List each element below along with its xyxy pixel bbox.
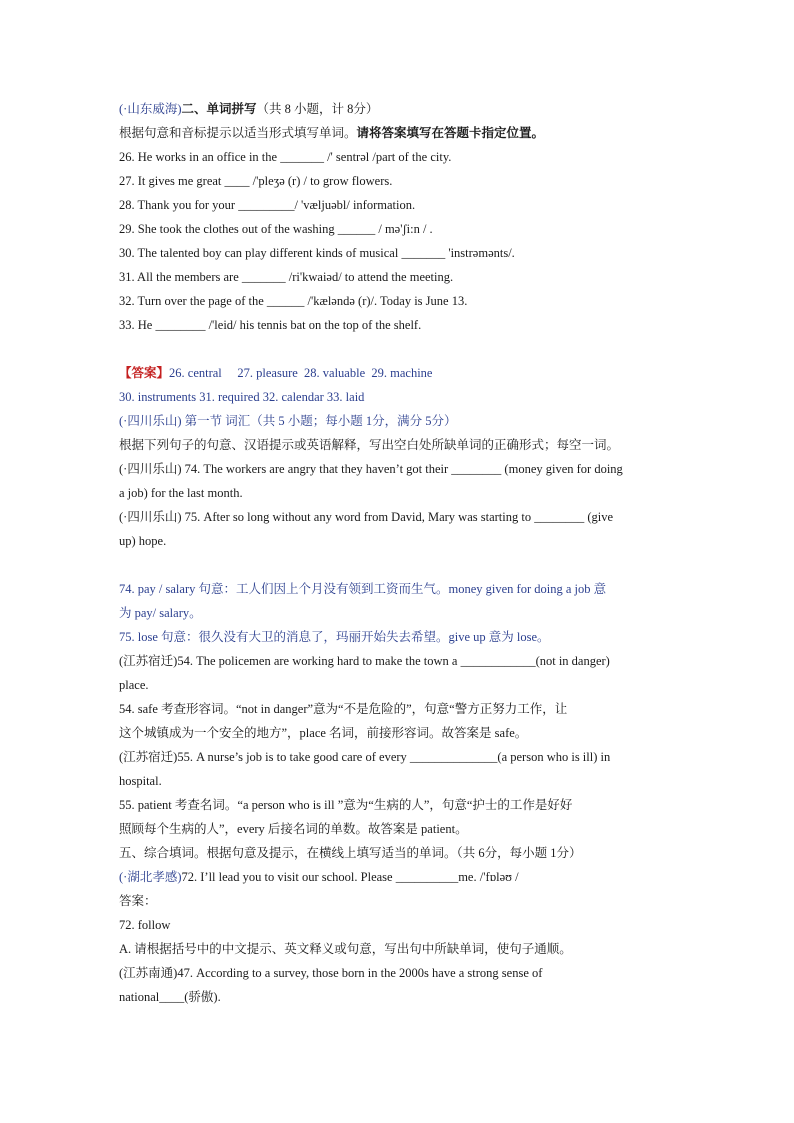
question-75-line-2: up) hope. (119, 534, 167, 548)
question-29: 29. She took the clothes out of the washing ______ / mə'ʃi:n / . (119, 222, 433, 236)
spacer (119, 337, 675, 361)
document-page (119, 97, 675, 1009)
header-note: （共 8 小题，计 8分） (256, 102, 379, 116)
answer-54-line-2: 这个城镇成为一个安全的地方”，place 名词，前接形容词。故答案是 safe。 (119, 726, 528, 740)
section2-header: (·四川乐山) 第一节 词汇（共 5 小题；每小题 1分，满分 5分） (119, 414, 457, 428)
section1-instruction (119, 121, 675, 145)
question-31: 31. All the members are _______ /ri'kwaiəd/ to attend the meeting. (119, 270, 454, 284)
answers-line-1 (119, 361, 675, 385)
instruction-bold: 请将答案填写在答题卡指定位置。 (356, 126, 545, 140)
answers-text-1: 26. central 27. pleasure 28. valuable 29. machine (169, 366, 433, 380)
question-47-line-1: (江苏南通)47. According to a survey, those born in the 2000s have a strong sense of (119, 966, 543, 980)
section5-instruction: A. 请根据括号中的中文提示、英文释义或句意，写出句中所缺单词，使句子通顺。 (119, 942, 572, 956)
question-75-line-1: (·四川乐山) 75. After so long without any word from David, Mary was starting to ________ (give (119, 510, 614, 524)
spacer (119, 553, 675, 577)
question-30: 30. The talented boy can play different kinds of musical _______ 'instrəmənts/. (119, 246, 515, 260)
answer-label: 答案： (119, 894, 157, 908)
question-72-source: (·湖北孝感) (119, 870, 182, 884)
answer-54-line-1: 54. safe 考查形容词。“not in danger”意为“不是危险的”，句意“警方正努力工作，让 (119, 702, 568, 716)
question-74-line-1: (·四川乐山) 74. The workers are angry that they haven’t got their ________ (money given for doing (119, 462, 623, 476)
question-55-line-1: (江苏宿迁)55. A nurse’s job is to take good care of every ______________(a person who is ill) in (119, 750, 611, 764)
header-source: (·山东威海) (119, 102, 182, 116)
answer-tag: 【答案】 (119, 366, 170, 380)
question-72-text: 72. I’ll lead you to visit our school. Please __________me. /'fɒləʊ / (181, 870, 519, 884)
question-54-line-1: (江苏宿迁)54. The policemen are working hard to make the town a ____________(not in danger) (119, 654, 610, 668)
section2-instruction: 根据下列句子的句意、汉语提示或英语解释，写出空白处所缺单词的正确形式；每空一词。 (119, 438, 620, 452)
question-72 (119, 865, 675, 889)
question-47-line-2: national____(骄傲). (119, 990, 221, 1004)
answer-74-line-1: 74. pay / salary 句意：工人们因上个月没有领到工资而生气。money given for doing a job 意 (119, 582, 607, 596)
answer-75: 75. lose 句意：很久没有大卫的消息了，玛丽开始失去希望。give up 意为 lose。 (119, 630, 550, 644)
question-33: 33. He ________ /'leid/ his tennis bat on the top of the shelf. (119, 318, 422, 332)
question-74-line-2: a job) for the last month. (119, 486, 243, 500)
answer-55-line-1: 55. patient 考查名词。“a person who is ill ”意为“生病的人”，句意“护士的工作是好好 (119, 798, 573, 812)
section4-header: 五、综合填词。根据句意及提示，在横线上填写适当的单词。（共 6分，每小题 1分） (119, 846, 582, 860)
answer-74-line-2: 为 pay/ salary。 (119, 606, 202, 620)
question-54-line-2: place. (119, 678, 149, 692)
answer-55-line-2: 照顾每个生病的人”，every 后接名词的单数。故答案是 patient。 (119, 822, 468, 836)
answer-72: 72. follow (119, 918, 171, 932)
question-28: 28. Thank you for your _________/ 'væljuəbl/ information. (119, 198, 416, 212)
header-title: 二、单词拼写 (181, 102, 257, 116)
section1-header (119, 97, 675, 121)
question-32: 32. Turn over the page of the ______ /'kæləndə (r)/. Today is June 13. (119, 294, 468, 308)
question-55-line-2: hospital. (119, 774, 162, 788)
instruction-text: 根据句意和音标提示以适当形式填写单词。 (119, 126, 357, 140)
question-27: 27. It gives me great ____ /'pleʒə (r) / to grow flowers. (119, 174, 393, 188)
question-26: 26. He works in an office in the _______ /' sentrəl /part of the city. (119, 150, 452, 164)
answers-line-2: 30. instruments 31. required 32. calendar 33. laid (119, 390, 365, 404)
